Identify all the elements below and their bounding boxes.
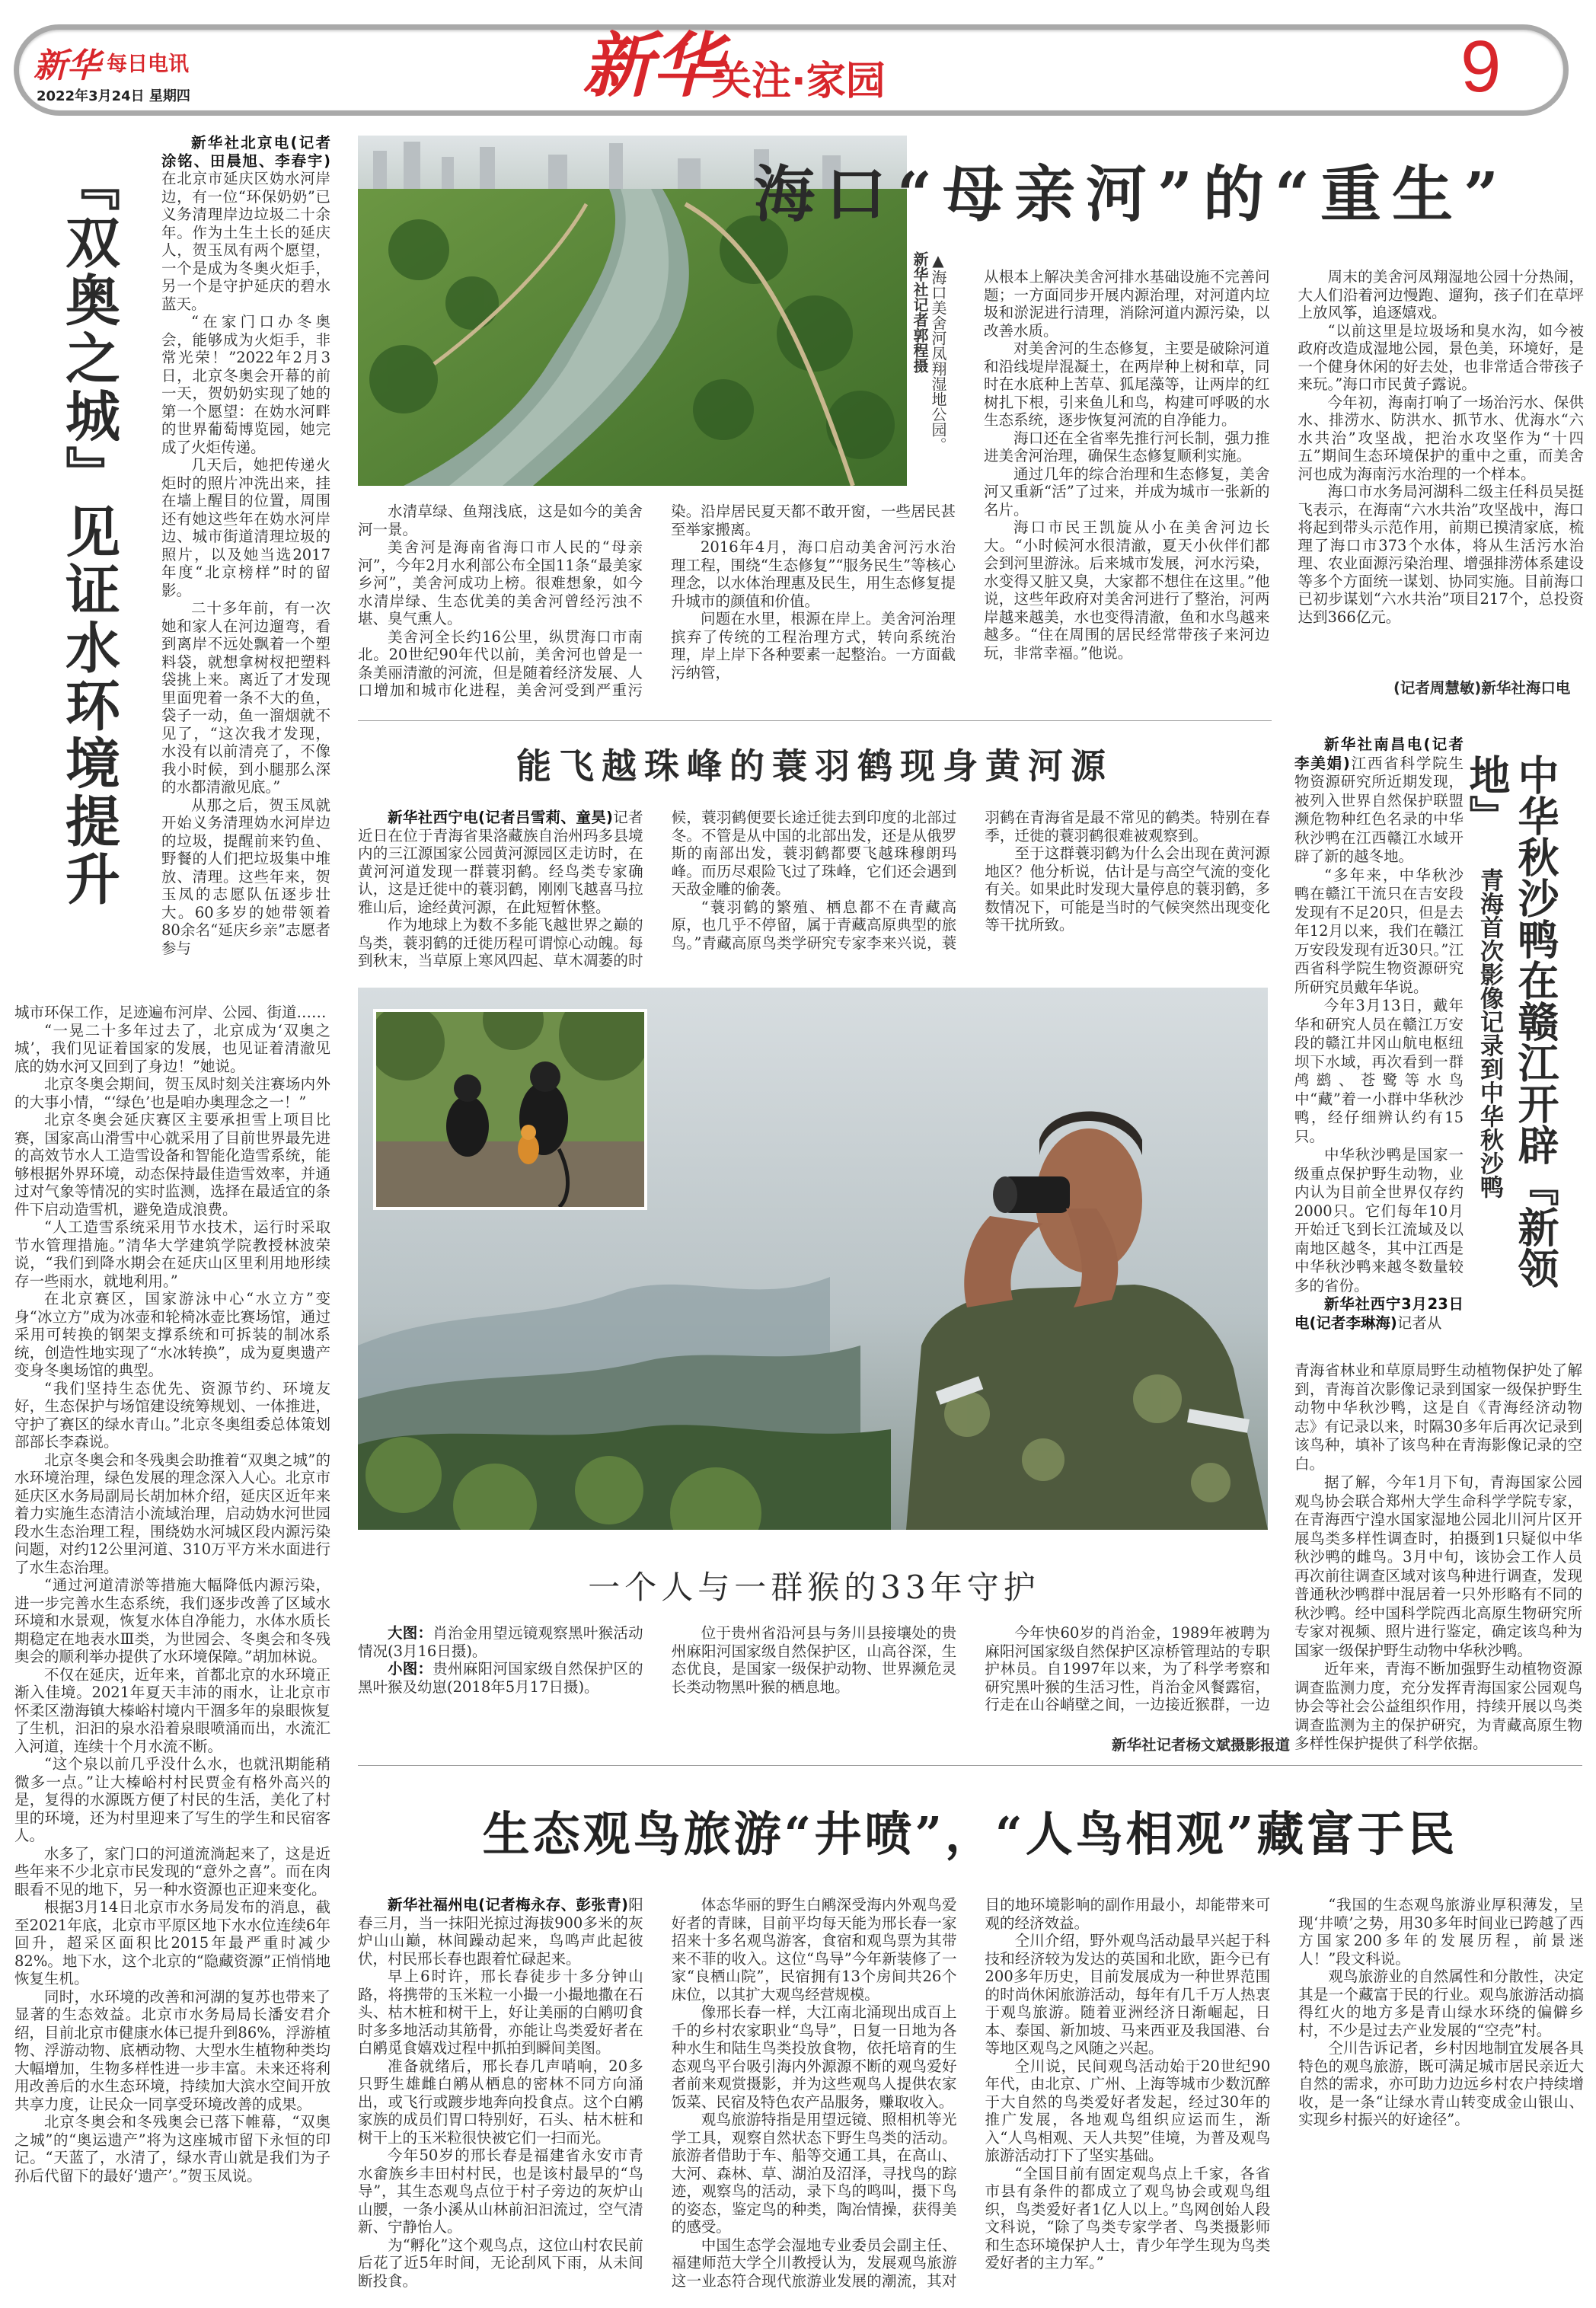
paragraph [1294, 1660, 1582, 1754]
paragraph-text: “一晃二十多年过去了，北京成为‘双奥之城’，我们见证着国家的发展，也见证着清澈见底的妫水河又回到了身边！”她说。 [14, 1021, 330, 1075]
paragraph [985, 1624, 1270, 1731]
paragraph-text: 肖治金用望远镜观察黑叶猴活动情况(3月16日摄)。 [358, 1624, 643, 1660]
paragraph-text: 美舍河全长约16公里，纵贯海口市南北。20世纪90年代以前，美舍河也曾是一条美丽清澈的河流，但是随着经济发展、人口增加和城市化进程，美舍河受到严重污染。沿岸居民夏天都不敢开窗，一些居民甚至举家搬离。 [358, 503, 956, 699]
paragraph-text: 2016年4月，海口启动美舍河污水治理工程，围绕“生态修复”“服务民生”等核心理念，以水体治理惠及民生，用生态修复提升城市的颜值和价值。 [671, 538, 956, 610]
paragraph [358, 538, 643, 628]
paragraph-text: 对美舍河的生态修复，主要是破除河道和沿线堤岸混凝土，在两岸种上树和草，同时在水底种上苦草、狐尾藻等，让两岸的红树扎下根，引来鱼儿和鸟，构建可呼吸的水生态系统，逐步恢复河流的自净能力。 [984, 340, 1270, 429]
paragraph [985, 1932, 1271, 2057]
paragraph [14, 1666, 330, 1756]
paragraph-text: 今年快60岁的肖治金，1989年被聘为麻阳河国家级自然保护区凉桥管理站的专职护林员。自1997年以来，为了科学考察和研究黑叶猴的生活习性，肖治金风餐露宿，行走在山谷峭壁之间，一边接近猴群，一边 [985, 1624, 1270, 1713]
paragraph-text: 贵州麻阳河国家级自然保护区的黑叶猴及幼崽(2018年5月17日摄)。 [358, 1660, 643, 1696]
paragraph-text: “在家门口办冬奥会，能够成为火炬手，非常光荣！”2022年2月3日，北京冬奥会开幕的前一天，贺奶奶实现了她的第一个愿望：在妫水河畔的世界葡萄博览园，她完成了火炬传递。 [161, 313, 330, 456]
paragraph [672, 2003, 957, 2111]
merganser-article-1 [1294, 736, 1464, 1360]
paragraph [14, 1290, 330, 1380]
paragraph [161, 796, 330, 958]
paragraph-text: “蓑羽鹤的繁殖、栖息都不在青藏高原，也几乎不停留，属于青藏高原典型的旅鸟。”青藏高原鸟类学研究专家李来兴说，蓑羽鹤在青海省是最不常见的鹤类。特别在春季，迁徙的蓑羽鹤很难被观察到。 [671, 809, 1270, 952]
section-logo-mark: 新华 [583, 24, 723, 107]
paragraph-text: 今年50岁的邢长春是福建省永安市青水畲族乡丰田村村民，也是该村最早的“鸟导”，其生态观鸟点位于村子旁边的灰炉山山腰，一条小溪从山林前汩汩流过，空气清新、宁静怡人。 [358, 2147, 643, 2236]
paragraph [161, 313, 330, 456]
paragraph [985, 2057, 1271, 2165]
haikou-headline: 海口“母亲河”的“重生” [754, 158, 1510, 230]
paragraph-text: 据了解，今年1月下旬，青海国家公园观鸟协会联合郑州大学生命科学学院专家，在青海西宁湟水国家湿地公园北川河片区开展鸟类多样性调查时，拍摄到1只疑似中华秋沙鸭的雌鸟。3月中旬，该协会工作人员再次前往调查区域对该鸟种进行调查，发现普通秋沙鸭群中混居着一只外形略有不同的秋沙鸭。经中国科学院西北高原生物研究所专家对视频、照片进行鉴定，确定该鸟种为国家一级保护野生动物中华秋沙鸭。 [1294, 1473, 1582, 1659]
paragraph-text: “以前这里是垃圾场和臭水沟，如今被政府改造成湿地公园，景色美，环境好，是一个健身休闲的好去处，也非常适合带孩子来玩。”海口市民黄子露说。 [1298, 321, 1584, 393]
paragraph-text: 记者从 [1396, 1314, 1442, 1332]
birding-article [358, 1896, 1584, 2300]
paragraph [1294, 1146, 1464, 1295]
paragraph [14, 1845, 330, 1899]
beijing-headline: 『双奥之城』见证水环境提升 [56, 156, 120, 908]
paragraph [358, 503, 643, 538]
paragraph-text: 中华秋沙鸭是国家一级重点保护野生动物，业内认为目前全世界仅存约2000只。它们每年10月开始迁飞到长江流域及以南地区越冬，其中江西是中华秋沙鸭来越冬数量较多的省份。 [1294, 1146, 1464, 1294]
paragraph [1298, 268, 1585, 322]
paragraph [14, 1022, 330, 1076]
page-number: 9 [1460, 26, 1502, 107]
paragraph [14, 1898, 330, 1988]
paragraph [358, 1968, 643, 2057]
haikou-article-part2 [984, 268, 1584, 694]
paragraph-text: 水清草绿、鱼翔浅底，这是如今的美舍河一景。 [358, 503, 643, 538]
paragraph-text: 仝川说，民间观鸟活动始于20世纪90年代，由北京、广州、上海等城市少数沉醉于大自然的鸟类爱好者发起，经过30年的推广发展，各地观鸟组织应运而生，渐入“人鸟相观、天人共契”佳境，为普及观鸟旅游活动打下了坚实基础。 [985, 2057, 1271, 2164]
paragraph-text: 海口市水务局河湖科二级主任科员吴挺飞表示，在海南“六水共治”攻坚战中，海口将起到带头示范作用，前期已摸清家底，梳理了海口市373个水体，将从生活污水治理、农业面源污染治理、增强排涝体系建设等多个方面统一谋划、协同实施。目前海口已初步谋划“六水共治”项目217个，总投资达到366亿元。 [1298, 483, 1584, 626]
paragraph [985, 844, 1270, 934]
dateline: 新华社北京电(记者涂铭、田晨旭、李春宇) [161, 134, 330, 170]
paragraph [1294, 1473, 1582, 1660]
paragraph-text: 美舍河是海南省海口市人民的“母亲河”，今年2月水利部公布全国11条“最美家乡河”，美舍河成功上榜。很难想象，如今水清岸绿、生态优美的美舍河曾经污浊不堪、臭气熏人。 [358, 538, 643, 627]
crane-headline: 能飞越珠峰的蓑羽鹤现身黄河源 [516, 745, 1113, 787]
paragraph [1298, 1968, 1584, 2039]
paragraph [14, 1218, 330, 1290]
paragraph-text: 二十多年前，有一次她和家人在河边遛弯，看到离岸不远处飘着一个塑料袋，就想拿树杈把塑料袋挑上来。离近了才发现里面兜着一条不大的鱼，袋子一动，鱼一溜烟就不见了，“这次我才发现，水没有以前清亮了，不像我小时候，到小腿那么深的水都清澈见底。” [161, 599, 330, 796]
paragraph-text: 在北京赛区，国家游泳中心“水立方”变身“冰立方”成为冰壶和轮椅冰壶比赛场馆，通过采用可转换的钢架支撑系统和可拆装的制冰系统，创造性地实现了“水冰转换”，成为夏奥遗产变身冬奥场馆的典型。 [14, 1290, 330, 1379]
paragraph [1294, 997, 1464, 1146]
paragraph-text: 通过几年的综合治理和生态修复，美舍河又重新“活”了过来，并成为城市一张新的名片。 [984, 464, 1270, 519]
paragraph-text: 在北京市延庆区妫水河岸边，有一位“环保奶奶”已义务清理岸边垃圾二十余年。作为土生土长的延庆人，贺玉凤有两个愿望，一个是成为冬奥火炬手，另一个是守护延庆的碧水蓝天。 [161, 170, 330, 313]
crane-article [358, 809, 1270, 972]
paragraph-text: 今年3月13日，戴年华和研究人员在赣江万安段的赣江井冈山航电枢纽坝下水域，再次看到一群鸬鹚、苍鹭等水鸟中“藏”着一小群中华秋沙鸭，经仔细辨认约有15只。 [1294, 997, 1464, 1145]
paragraph [1298, 1896, 1584, 1968]
paragraph [1294, 867, 1464, 998]
paragraph [161, 456, 330, 599]
section-title: 关注·家园 [712, 59, 886, 104]
paragraph-text: 观鸟旅游业的自然属性和分散性，决定其是一个藏富于民的行业。观鸟旅游活动搞得红火的地方多是青山绿水环绕的偏僻乡村，不少是过去产业发展的“空壳”村。 [1298, 1968, 1584, 2039]
paragraph [14, 1075, 330, 1111]
paragraph [14, 2113, 330, 2185]
dateline: 小图： [388, 1660, 433, 1678]
paragraph [14, 1988, 330, 2114]
haikou-article-part1 [358, 503, 956, 701]
photo-caption-text: ▲海口美舍河凤翔湿地公园。 [929, 251, 947, 452]
paragraph-text: 海口还在全省率先推行河长制，强力推进美舍河治理，确保生态修复顺利实施。 [984, 429, 1270, 464]
dateline: 新华社西宁电(记者吕雪莉、童昊) [388, 809, 613, 826]
newspaper-logo-mark: 新华 [34, 46, 101, 85]
paragraph [984, 340, 1270, 429]
paragraph [1298, 322, 1585, 394]
paragraph [1294, 736, 1464, 867]
paragraph-text: “我国的生态观鸟旅游业厚积薄发，呈现‘井喷’之势，用30多年时间业已跨越了西方国家200多年的发展历程，前景迷人！”段文科说。 [1298, 1896, 1584, 1968]
paragraph [358, 1624, 643, 1660]
paragraph-text: 观鸟旅游特指是用望远镜、照相机等光学工具，观察自然状态下野生鸟类的活动。旅游者借助于车、船等交通工具，在高山、大河、森林、草、湖泊及沼泽，寻找鸟的踪迹，观察鸟的活动，录下鸟的鸣叫，摄下鸟的姿态，鉴定鸟的种类，陶冶情操，获得美的感受。 [671, 2111, 957, 2236]
issue-date: 2022年3月24日 星期四 [37, 88, 190, 104]
paragraph [984, 519, 1270, 662]
paragraph [671, 610, 956, 682]
merganser-subheadline: 青海首次影像记录到中华秋沙鸭 [1476, 868, 1503, 1199]
paragraph-text: 记者近日在位于青海省果洛藏族自治州玛多县境内的三江源国家公园黄河源园区走访时，在黄河河道发现一群蓑羽鹤。经鸟类专家确认，这是迁徙中的蓑羽鹤，刚刚飞越喜马拉雅山后，途经黄河源，在此短暂休整。 [358, 809, 643, 916]
paragraph [985, 2165, 1271, 2272]
merganser-article-2 [1294, 1361, 1582, 1757]
paragraph [358, 2147, 643, 2236]
monkey-headline: 一个人与一群猴的33年守护 [588, 1569, 1040, 1606]
paragraph-text: “人工造雪系统采用节水技术，运行时采取节水管理措施。”清华大学建筑学院教授林波荣说，“我们到降水期会在延庆山区里利用地形续存一些雨水，就地利用。” [14, 1218, 330, 1290]
paragraph-text: 北京冬奥会期间，贺玉凤时刻关注赛场内外的大事小情，“‘绿色’也是咱办奥理念之一！” [14, 1075, 330, 1111]
paragraph-text: 水多了，家门口的河道流淌起来了，这是近些年来不少北京市民发现的“意外之喜”。而在肉眼看不见的地下，另一种水资源也正迎来变化。 [14, 1844, 330, 1898]
paragraph [14, 1111, 330, 1218]
paragraph [358, 1660, 643, 1696]
paragraph [1298, 394, 1585, 484]
dateline: 新华社西宁3月23日电(记者李琳海) [1294, 1295, 1464, 1332]
paragraph [984, 465, 1270, 519]
paragraph-text: 几天后，她把传递火炬时的照片冲洗出来，挂在墙上醒目的位置，周围还有她这些年在妫水河岸边、城市街道清理垃圾的照片，以及她当选2017年度“北京榜样”时的留影。 [161, 456, 330, 599]
paragraph-text: 像邢长春一样，大江南北涌现出成百上千的乡村农家职业“鸟导”，日复一日地为各种水生和陆生鸟类投放食物，依托培育的生态观鸟平台吸引海内外源源不断的观鸟爱好者前来观赏摄影，并为这些观鸟人提供农家饭菜、民宿及特色农产品服务，赚取收入。 [671, 2003, 957, 2111]
paragraph-text: 海口市民王凯旋从小在美舍河边长大。“小时候河水很清澈，夏天小伙伴们都会到河里游泳。后来城市发展，河水污染，水变得又脏又臭，大家都不想住在这里。”他说，这些年政府对美舍河进行了整治，河两岸越来越美，水也变得清澈，鱼和水鸟越来越多。“住在周围的居民经常带孩子来河边玩，非常幸福。”他说。 [984, 519, 1270, 662]
haikou-byline: (记者周慧敏)新华社海口电 [1393, 679, 1571, 697]
paragraph [14, 1004, 330, 1022]
paragraph [1298, 483, 1585, 626]
paragraph-text: 北京冬奥会和冬残奥会助推着“双奥之城”的水环境治理，绿色发展的理念深入人心。北京市延庆区水务局副局长胡加林介绍，延庆区近年来着力实施生态清洁小流域治理，启动妫水河世园段水生态治理工程，围绕妫水河城区段内源污染问题，对约12公里河道、310万平方米水面进行了水生态治理。 [14, 1451, 330, 1576]
paragraph [358, 2236, 643, 2290]
paragraph [14, 1380, 330, 1451]
paragraph-text: 不仅在延庆，近年来，首都北京的水环境正渐入佳境。2021年夏天丰沛的雨水，让北京市怀柔区渤海镇大榛峪村境内干涸多年的泉眼恢复了生机，汩汩的泉水沿着泉眼喷涌而出，水流汇入河道，连续十个月水流不断。 [14, 1665, 330, 1755]
paragraph-text: 作为地球上为数不多能飞越世界之巅的鸟类，蓑羽鹤的迁徙历程可谓惊心动魄。每到秋末，当草原上寒风四起、草木凋萎的时候，蓑羽鹤便要长途迁徙去到印度的北部过冬。不管是从中国的北部出发，还是从俄罗斯的南部出发，蓑羽鹤都要飞越珠穆朗玛峰。而历尽艰险飞过了珠峰，它们还会遇到天敌金雕的偷袭。 [358, 809, 957, 969]
paragraph [14, 1451, 330, 1577]
paragraph-text: 位于贵州省沿河县与务川县接壤处的贵州麻阳河国家级自然保护区，山高谷深，生态优良，是国家一级保护动物、世界濒危灵长类动物黑叶猴的栖息地。 [671, 1624, 957, 1696]
paragraph-text: “通过河道清淤等措施大幅降低内源污染，进一步完善水生态系统，我们逐步改善了区域水环境和水景观，恢复水体自净能力，水体水质长期稳定在地表水Ⅲ类，为世园会、冬奥会和冬残奥会的顺利举办提供了水环境保障。”胡加林说。 [14, 1576, 330, 1665]
paragraph [1294, 1295, 1464, 1333]
paragraph-text: “这个泉以前几乎没什么水，也就汛期能稍微多一点。”让大榛峪村村民贾金有格外高兴的是，复得的水源既方便了村民的生活，美化了村里的环境，还为村里迎来了写生的学生和民宿客人。 [14, 1755, 330, 1844]
dateline: 新华社南昌电(记者李美娟) [1294, 736, 1464, 772]
paragraph-text: 城市环保工作，足迹遍布河岸、公园、街道…… [14, 1004, 327, 1021]
monkey-byline: 新华社记者杨文斌摄影报道 [1112, 1736, 1291, 1754]
newspaper-name: 每日电讯 [107, 53, 189, 76]
paragraph [161, 134, 330, 313]
paragraph [1298, 2039, 1584, 2129]
dateline: 大图： [388, 1624, 433, 1642]
monkey-article [358, 1624, 1270, 1731]
divider [358, 720, 1272, 721]
paragraph-text: 青海省林业和草原局野生动植物保护处了解到，青海首次影像记录到国家一级保护野生动物中华秋沙鸭，这是自《青海经济动物志》有记录以来，时隔30多年后再次记录到该鸟种，填补了该鸟种在青海影像记录的空白。 [1294, 1361, 1582, 1473]
paragraph [14, 1755, 330, 1845]
paragraph-text: 从那之后，贺玉凤就开始义务清理妫水河岸边的垃圾，提醒前来钓鱼、野餐的人们把垃圾集中堆放、清理。这些年来，贺玉凤的志愿队伍逐步壮大。60多岁的她带领着80余名“延庆乡亲”志愿者参与 [161, 796, 330, 957]
paragraph-text: 早上6时许，邢长春徒步十多分钟山路，将携带的玉米粒一小撮一小撮地撒在石头、枯木桩和树干上，好让美丽的白鹇叨食时多多地活动其筋骨，亦能让鸟类爱好者在白鹇觅食嬉戏过程中抓拍到瞬间美图。 [358, 1968, 643, 2057]
paragraph [358, 809, 643, 916]
beijing-article-part2 [14, 1004, 330, 2298]
paragraph-text: 江西省科学院生物资源研究所近期发现，被列入世界自然保护联盟濒危物种红色名录的中华秋沙鸭在江西赣江水域开辟了新的越冬地。 [1294, 754, 1464, 865]
paragraph-text: 问题在水里，根源在岸上。美舍河治理摈弃了传统的工程治理方式，转向系统治理，岸上岸下各种要素一起整治。一方面截污纳管， [671, 610, 956, 682]
beijing-article-part1 [161, 134, 330, 1002]
paragraph [984, 429, 1270, 465]
paragraph [14, 1576, 330, 1666]
paragraph-text: 仝川介绍，野外观鸟活动最早兴起于科技和经济较为发达的英国和北欧，距今已有200多年历史，目前发展成为一种世界范围的时尚休闲旅游活动，每年有几千万人热衷于观鸟旅游。随着亚洲经济日渐崛起，日本、泰国、新加坡、马来西亚及我国港、台等地区观鸟之风随之兴起。 [985, 1932, 1271, 2057]
paragraph-text: “全国目前有固定观鸟点上千家，各省市县有条件的都成立了观鸟协会或观鸟组织，鸟类爱好者1亿人以上。”鸟网创始人段文科说，“除了鸟类专家学者、鸟类摄影师和生态环境保护人士，青少年学生现为鸟类爱好者的主力军。” [985, 2164, 1271, 2271]
birding-headline: 生态观鸟旅游“井喷”，“人鸟相观”藏富于民 [482, 1806, 1458, 1862]
haikou-photo-caption [911, 251, 947, 487]
paragraph [984, 268, 1270, 340]
paragraph-text: 体态华丽的野生白鹇深受海内外观鸟爱好者的青睐，目前平均每天能为邢长春一家招来十多名观鸟游客，食宿和观鸟票为其带来不菲的收入。这位“鸟导”今年新装修了一家“良栖山院”，民宿拥有13个房间共26个床位，以其扩大观鸟经营规模。 [671, 1896, 957, 2003]
paragraph-text: 准备就绪后，邢长春几声哨响，20多只野生雄雌白鹇从栖息的密林不同方向涌出，或飞行或踱步地奔向投食点。这个白鹇家族的成员们胃口特别好，石头、枯木桩和树干上的玉米粒很快被它们一扫而光。 [358, 2057, 643, 2147]
paragraph [358, 1896, 643, 1968]
photo-credit: 新华社记者郭程摄 [911, 251, 929, 373]
paragraph-text: 为“孵化”这个观鸟点，这位山村农民前后花了近5年时间，无论刮风下雨，从未间断投食。 [358, 2236, 643, 2290]
paragraph-text: “多年来，中华秋沙鸭在赣江干流只在吉安段发现有不足20只，但是去年12月以来，我们在赣江万安段发现有近30只。”江西省科学院生物资源研究所研究员戴年华说。 [1294, 866, 1464, 996]
paragraph-text: 至于这群蓑羽鹤为什么会出现在黄河源地区？他分析说，估计是与高空气流的变化有关。如果此时发现大量停息的蓑羽鹤，多数情况下，可能是当时的气候突然出现变化等干扰所致。 [985, 844, 1270, 934]
paragraph-text: 今年初，海南打响了一场治污水、保供水、排涝水、防洪水、抓节水、优海水“六水共治”攻坚战，把治水攻坚作为“十四五”期间生态环境保护的重中之重，而美舍河也成为海南污水治理的一个样本。 [1298, 393, 1584, 483]
paragraph [1294, 1361, 1582, 1473]
paragraph-text: “我们坚持生态优先、资源节约、环境友好，生态保护与场馆建设统筹规划、一体推进，守护了赛区的绿水青山。”北京冬奥组委总体策划部部长李森说。 [14, 1379, 330, 1451]
merganser-headline: 中华秋沙鸭在赣江开辟『新领地』 [1463, 754, 1559, 1288]
paragraph-text: 近年来，青海不断加强野生动植物资源调查监测力度，充分发挥青海国家公园观鸟协会等社会公益组织作用，持续开展以鸟类调查监测为主的保护研究，为青藏高原生物多样性保护提供了科学依据。 [1294, 1660, 1582, 1752]
divider [358, 1765, 1582, 1766]
paragraph-text: 从根本上解决美舍河排水基础设施不完善问题；一方面同步开展内源治理，对河道内垃圾和淤泥进行清理，消除河道内源污染，以改善水质。 [984, 268, 1270, 340]
paragraph-text: 周末的美舍河凤翔湿地公园十分热闹，大人们沿着河边慢跑、遛狗，孩子们在草坪上放风筝，追逐嬉戏。 [1298, 268, 1584, 321]
paragraph-text: 北京冬奥会和冬残奥会已落下帷幕，“双奥之城”的“奥运遗产”将为这座城市留下永恒的印记。“天蓝了，水清了，绿水青山就是我们为子孙后代留下的最好‘遗产’。”贺玉凤说。 [14, 2113, 330, 2185]
paragraph [672, 1624, 957, 1696]
paragraph-text: 仝川告诉记者，乡村因地制宜发展各具特色的观鸟旅游，既可满足城市居民亲近大自然的需求，亦可助力边远乡村农户持续增收，是一条“让绿水青山转变成金山银山、实现乡村振兴的好途径”。 [1298, 2039, 1584, 2128]
paragraph-text: 北京冬奥会延庆赛区主要承担雪上项目比赛，国家高山滑雪中心就采用了目前世界最先进的高效节水人工造雪设备和智能化造雪系统，能够根据外界环境，动态保持最佳造雪效率，并通过对气象等情况的实时监测，选择在最适宜的条件下启动造雪机，避免造成浪费。 [14, 1111, 330, 1218]
black-leaf-monkey-inset-photo [373, 1009, 647, 1210]
paragraph-text: 中国生态学会湿地专业委员会副主任、福建师范大学仝川教授认为，发展观鸟旅游这一业态符合现代旅游业发展的潮流，其对目的地环境影响的副作用最小，却能带来可观的经济效益。 [671, 1896, 1271, 2290]
paragraph-text: 同时，水环境的改善和河湖的复苏也带来了显著的生态效益。北京市水务局局长潘安君介绍，目前北京市健康水体已提升到86%，浮游植物、浮游动物、底栖动物、大型水生植物种类均大幅增加，生物多样性进一步丰富。未来还将利用改善后的水生态环境，持续加大滨水空间开放共享力度，让民众一同享受环境改善的成果。 [14, 1987, 330, 2113]
paragraph [672, 2111, 957, 2236]
dateline: 新华社福州电(记者梅永存、彭张青) [388, 1896, 628, 1914]
paragraph-text: 阳春三月，当一抹阳光掠过海拔900多米的灰炉山山巅，林间躁动起来，鸟鸣声此起彼伏，村民邢长春也跟着忙碌起来。 [358, 1896, 643, 1968]
paragraph [671, 538, 956, 610]
paragraph [358, 2057, 643, 2147]
paragraph [161, 599, 330, 796]
paragraph [672, 1896, 957, 2003]
paragraph-text: 根据3月14日北京市水务局发布的消息，截至2021年底，北京市平原区地下水水位连续6年回升，超采区面积比2015年最严重时减少82%。地下水，这个北京的“隐藏资源”正悄悄地恢复生机。 [14, 1898, 330, 1987]
